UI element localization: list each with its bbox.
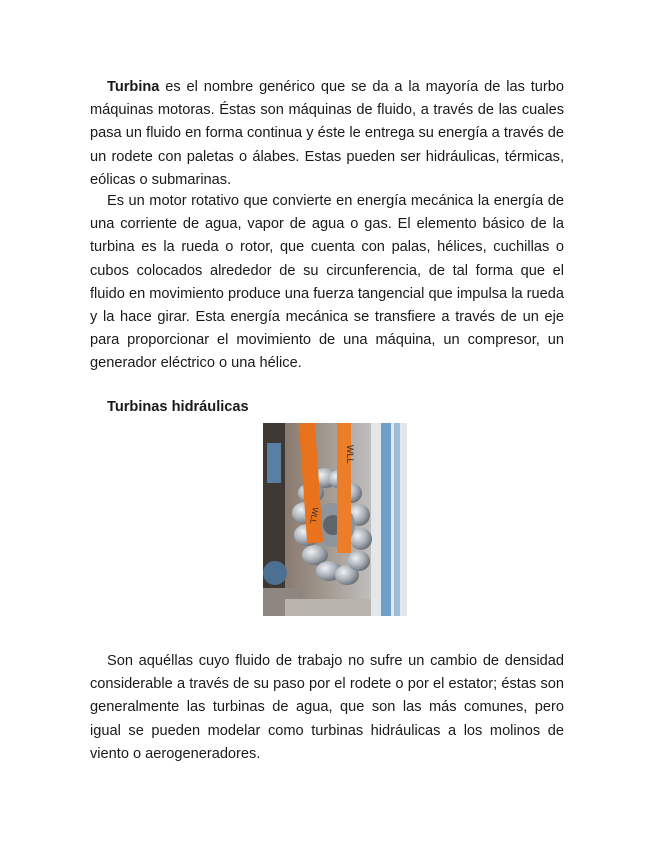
intro-paragraph [90, 76, 564, 192]
hydraulic-paragraph-text: Son aquéllas cuyo fluido de trabajo no sufre un cambio de densidad considerable a través de su paso por el rodete o por el estator; éstas son generalmente las turbinas de agua, que son las más comunes, pero igual se pueden modelar como turbinas hidráulicas a los molinos de viento o aerogeneradores. [90, 653, 564, 762]
section-heading: Turbinas hidráulicas [107, 399, 249, 415]
hydraulic-paragraph [90, 650, 564, 766]
pelton-turbine-photo [263, 423, 407, 616]
turbina-term: Turbina [107, 79, 160, 95]
strap-label-top: WLL [345, 445, 355, 464]
definition-paragraph [90, 190, 564, 376]
definition-paragraph-text: Es un motor rotativo que convierte en energía mecánica la energía de una corriente de agua, vapor de agua o gas. El elemento básico de la turbina es la rueda o rotor, que cuenta con palas, hélices, cuchillas o cubos colocados alrededor de su circunferencia, de tal forma que el fluido en movimiento produce una fuerza tangencial que impulsa la rueda y la hace girar. Esta energía mecánica se transfiere a través de un eje para proporcionar el movimiento de una máquina, un compresor, un generador eléctrico o una hélice. [90, 193, 564, 372]
strap-label-mid: WLL [308, 506, 320, 525]
intro-paragraph-text: es el nombre genérico que se da a la mayoría de las turbo máquinas motoras. Éstas son máquinas de fluido, a través de las cuales pasa un fluido en forma continua y éste le entrega su energía a través de un rodete con paletas o álabes. Estas pueden ser hidráulicas, térmicas, eólicas o submarinas. [90, 79, 564, 188]
